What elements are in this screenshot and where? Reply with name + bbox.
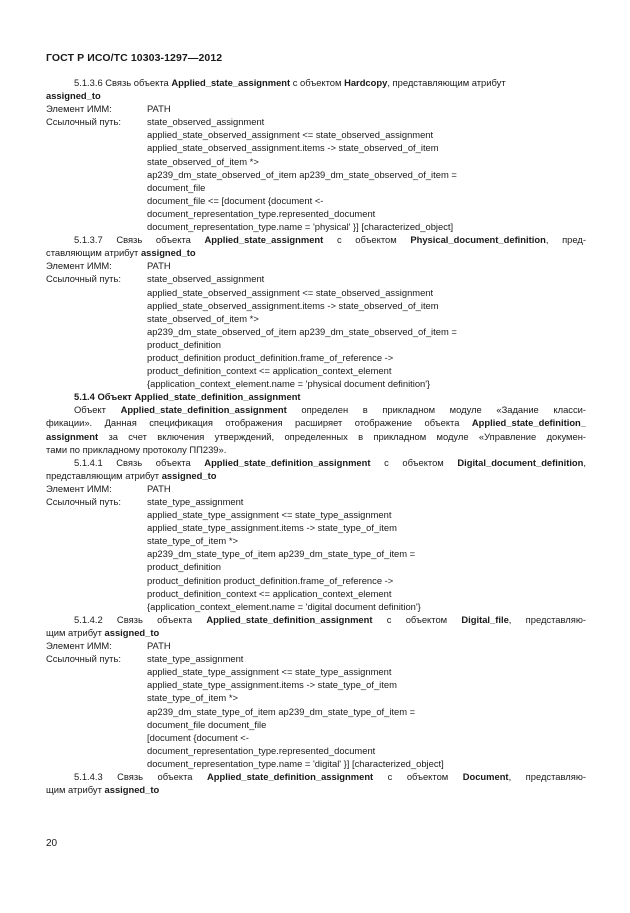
path-line: applied_state_observed_assignment <= state_observed_assignment — [147, 286, 434, 298]
page-number: 20 — [46, 838, 58, 849]
clause-5-1-4-2-heading: 5.1.4.2 Связь объекта Applied_state_definition_assignment с объектом Digital_file, представляю- — [74, 613, 586, 625]
path-line: ap239_dm_state_type_of_item ap239_dm_state_type_of_item = — [147, 705, 416, 717]
element-row: Элемент ИММ: PATH — [46, 640, 171, 652]
clause-attribute: представляющим атрибут assigned_to — [46, 469, 217, 481]
path-line: document_file <= [document {document <- — [147, 194, 324, 206]
paragraph-line: фикации». Данная спецификация отображения расширяет отображение объекта Applied_state_definition_ — [46, 417, 586, 429]
page-content — [46, 76, 586, 796]
path-line: {application_context_element.name = 'digital document definition'} — [147, 600, 421, 612]
clause-attribute: ставляющим атрибут assigned_to — [46, 247, 196, 259]
path-line: product_definition product_definition.frame_of_reference -> — [147, 351, 394, 363]
path-line: product_definition_context <= application_context_element — [147, 587, 392, 599]
path-line: state_observed_of_item *> — [147, 155, 259, 167]
section-5-1-4-heading: 5.1.4 Объект Applied_state_definition_assignment — [74, 391, 301, 403]
paragraph-line: тами по прикладному протоколу ПП239». — [46, 443, 227, 455]
path-line: document_representation_type.represented_document — [147, 744, 376, 756]
path-line: applied_state_observed_assignment <= state_observed_assignment — [147, 129, 434, 141]
path-line: document_file document_file — [147, 718, 267, 730]
path-line: ap239_dm_state_observed_of_item ap239_dm_state_observed_of_item = — [147, 168, 457, 180]
path-line: ap239_dm_state_type_of_item ap239_dm_state_type_of_item = — [147, 548, 416, 560]
path-line: product_definition_context <= application_context_element — [147, 365, 392, 377]
path-line: state_type_of_item *> — [147, 535, 238, 547]
clause-5-1-3-6-heading: 5.1.3.6 Связь объекта Applied_state_assignment с объектом Hardcopy, представляющим атрибут — [74, 77, 506, 88]
path-line: applied_state_observed_assignment.items -> state_observed_of_item — [147, 142, 439, 154]
path-line: applied_state_type_assignment.items -> state_type_of_item — [147, 522, 397, 534]
reference-path-row: Ссылочный путь: state_observed_assignment — [46, 116, 265, 128]
element-row: Элемент ИММ: PATH — [46, 482, 171, 494]
reference-path-row: Ссылочный путь: state_type_assignment — [46, 653, 244, 665]
path-line: document_representation_type.name = 'digital' }] [characterized_object] — [147, 757, 444, 769]
element-row: Элемент ИММ: PATH — [46, 260, 171, 272]
path-line: state_observed_of_item *> — [147, 312, 259, 324]
path-line: product_definition — [147, 561, 222, 573]
clause-5-1-4-1-heading: 5.1.4.1 Связь объекта Applied_state_definition_assignment с объектом Digital_document_definition, — [74, 456, 586, 468]
paragraph-line: Объект Applied_state_definition_assignment определен в прикладном модуле «Задание класси- — [74, 404, 587, 416]
path-line: applied_state_observed_assignment.items -> state_observed_of_item — [147, 299, 439, 311]
page-header: ГОСТ Р ИСО/ТС 10303-1297—2012 — [46, 52, 223, 64]
clause-5-1-4-3-heading: 5.1.4.3 Связь объекта Applied_state_definition_assignment с объектом Document, представляю- — [74, 770, 586, 782]
paragraph-line: assignment за счет включения утверждений, определенных в прикладном модуле «Управление докумен- — [46, 430, 586, 442]
clause-attribute: assigned_to — [46, 90, 101, 102]
clause-5-1-3-7-heading: 5.1.3.7 Связь объекта Applied_state_assignment с объектом Physical_document_definition, пред- — [74, 234, 586, 246]
path-line: applied_state_type_assignment.items -> state_type_of_item — [147, 679, 397, 691]
clause-attribute: щим атрибут assigned_to — [46, 784, 160, 796]
path-line: applied_state_type_assignment <= state_type_assignment — [147, 666, 392, 678]
path-line: document_representation_type.represented_document — [147, 207, 376, 219]
path-line: product_definition — [147, 338, 222, 350]
reference-path-row: Ссылочный путь: state_observed_assignment — [46, 273, 265, 285]
path-line: ap239_dm_state_observed_of_item ap239_dm_state_observed_of_item = — [147, 325, 457, 337]
clause-attribute: щим атрибут assigned_to — [46, 626, 160, 638]
path-line: applied_state_type_assignment <= state_type_assignment — [147, 509, 392, 521]
path-line: [document {document <- — [147, 731, 249, 743]
reference-path-row: Ссылочный путь: state_type_assignment — [46, 496, 244, 507]
path-line: {application_context_element.name = 'physical document definition'} — [147, 378, 431, 390]
path-line: product_definition product_definition.frame_of_reference -> — [147, 574, 394, 586]
path-line: document_representation_type.name = 'physical' }] [characterized_object] — [147, 221, 454, 233]
path-line: document_file — [147, 181, 206, 193]
element-row: Элемент ИММ: PATH — [46, 103, 171, 115]
path-line: state_type_of_item *> — [147, 692, 238, 704]
